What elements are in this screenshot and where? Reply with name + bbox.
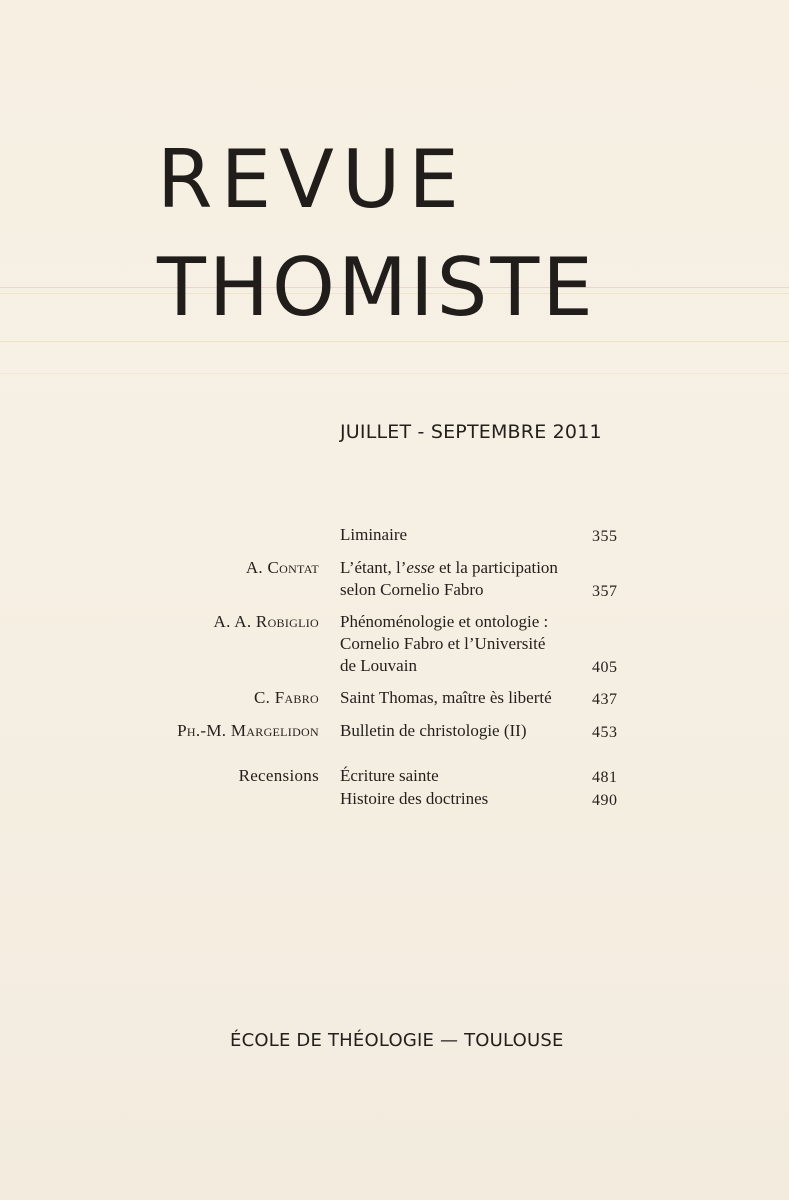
toc-entry-author: C. Fabro [253,688,319,707]
toc-entry-author: A. A. Robiglio [213,612,319,631]
toc-entry-title: Histoire des doctrines [340,789,489,808]
toc-entry-title-cont: selon Cornelio Fabro [340,580,484,599]
toc-section-label: Recensions [238,766,319,785]
toc-entry-page: 355 [592,528,618,545]
toc-entry-page: 453 [592,724,618,741]
toc-entry-page: 405 [592,659,618,676]
toc-entry-title-cont: de Louvain [340,656,417,675]
toc-entry-title: Liminaire [340,525,408,544]
toc-entry-author: Ph.-M. Margelidon [177,721,319,740]
toc-entry-author: A. Contat [245,558,319,577]
toc-entry-page: 490 [592,792,618,809]
issue-date: JUILLET - SEPTEMBRE 2011 [340,421,602,443]
journal-title-line1: REVUE [157,133,467,226]
toc-entry-page: 481 [592,769,618,786]
publisher-footer: ÉCOLE DE THÉOLOGIE — TOULOUSE [230,1030,564,1051]
toc-entry-title: Saint Thomas, maître ès liberté [340,688,552,707]
toc-entry-page: 437 [592,691,618,708]
toc-entry-title: Bulletin de christologie (II) [340,721,527,740]
journal-title-line2: THOMISTE [157,241,596,334]
toc-entry-page: 357 [592,583,618,600]
toc-entry-title-cont: Cornelio Fabro et l’Université [340,634,546,653]
toc-entry-title: L’étant, l’esse et la participation [340,558,558,577]
toc-entry-title: Phénoménologie et ontologie : [340,612,549,631]
toc-entry-title: Écriture sainte [340,766,439,785]
